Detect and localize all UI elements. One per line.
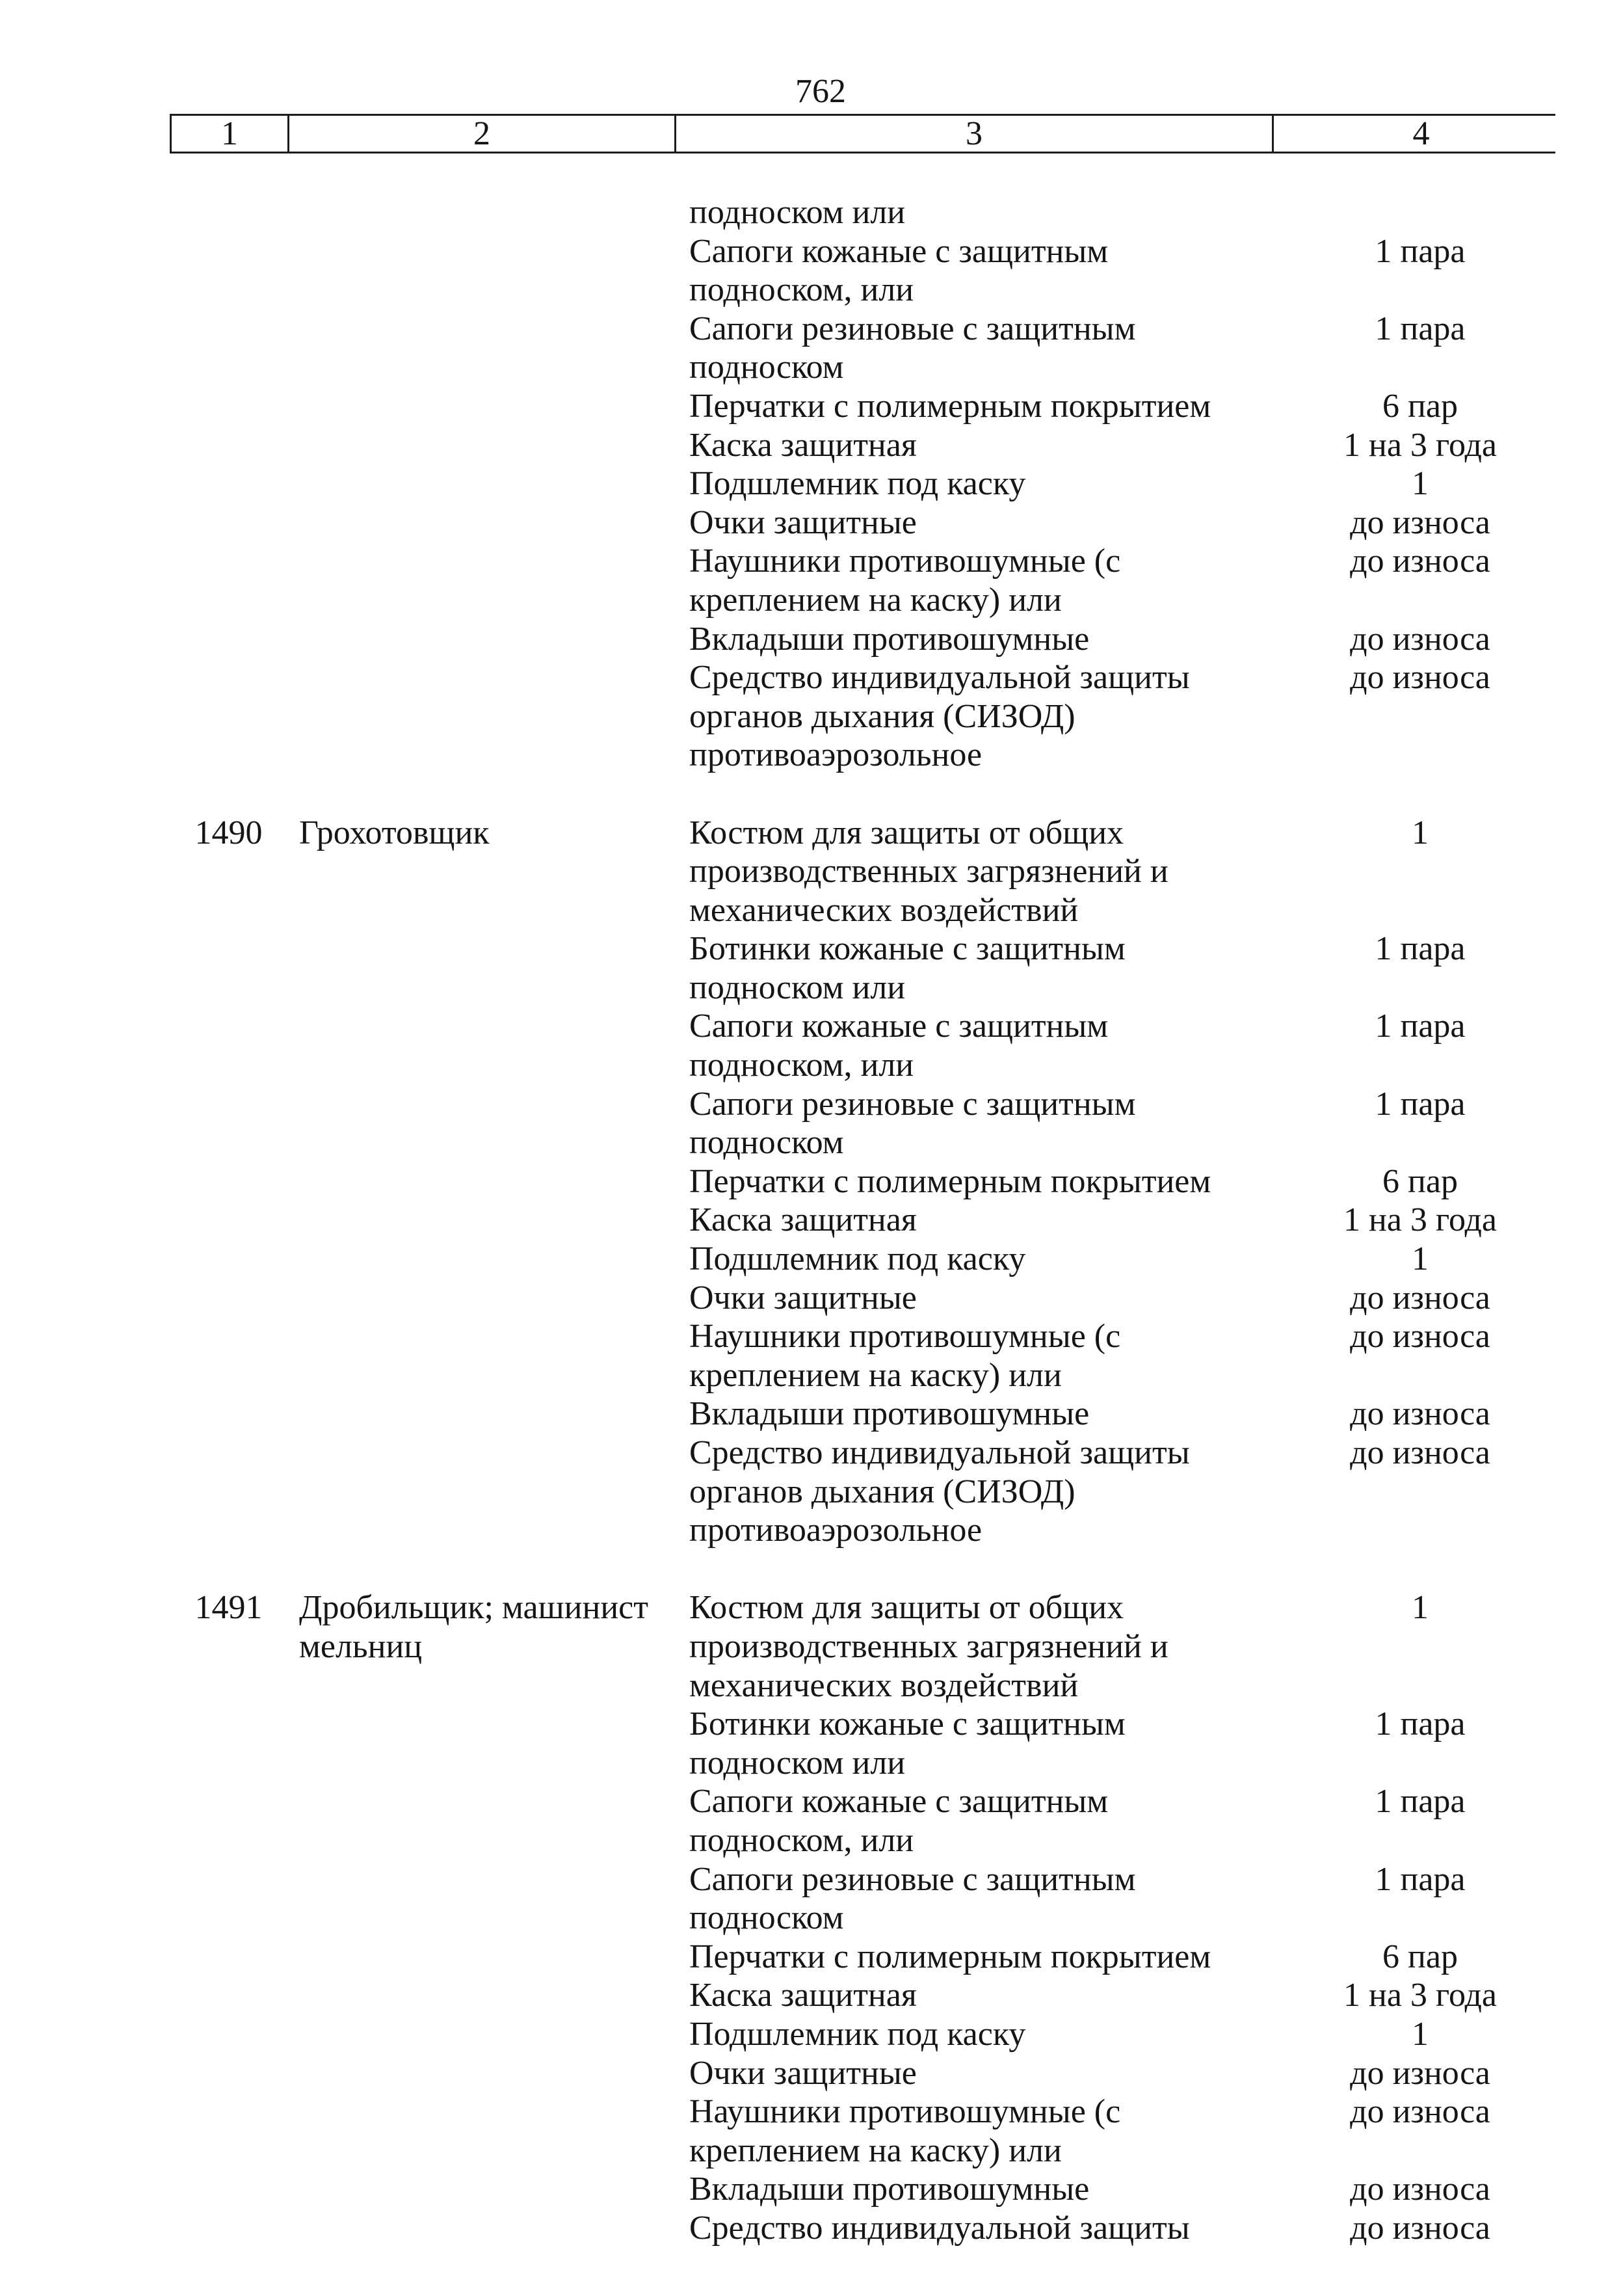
ppe-issue-norm-cell <box>1272 1085 1568 1162</box>
ppe-item <box>674 1279 1568 1318</box>
ppe-issue-norm-cell <box>1272 387 1568 426</box>
ppe-item-name-line: подноском или <box>689 194 906 231</box>
ppe-item-name-line: Средство индивидуальной защиты <box>689 659 1190 697</box>
ppe-item-name <box>674 1317 1272 1395</box>
ppe-issue-norm: до износа <box>1350 620 1490 658</box>
row-number: 1490 <box>194 814 263 851</box>
ppe-item-name-line: Очки защитные <box>689 1279 917 1316</box>
ppe-item-name-line: Подшлемник под каску <box>689 1240 1026 1278</box>
ppe-item <box>674 620 1568 659</box>
ppe-issue-norm: 6 пар <box>1382 1938 1458 1975</box>
ppe-item <box>674 1240 1568 1279</box>
ppe-item-name <box>674 1588 1272 1705</box>
table-row <box>170 193 1568 775</box>
ppe-item-name-line: креплением на каску) или <box>689 2131 1062 2169</box>
ppe-issue-norm-cell <box>1272 929 1568 1007</box>
ppe-issue-norm: 1 пара <box>1375 1783 1466 1821</box>
ppe-item-name <box>674 1860 1272 1938</box>
ppe-item-name <box>674 1007 1272 1084</box>
ppe-item-name <box>674 1240 1272 1279</box>
table-header-col-2: 2 <box>289 116 676 152</box>
ppe-issue-norm: 1 <box>1412 2015 1429 2053</box>
ppe-issue-norm-cell <box>1272 2170 1568 2209</box>
ppe-item-name <box>674 2054 1272 2093</box>
ppe-item <box>674 232 1568 310</box>
ppe-issue-norm: 1 пара <box>1375 1085 1466 1123</box>
table-header-col-1: 1 <box>172 116 289 152</box>
table-row <box>170 1588 1568 2247</box>
ppe-item-name <box>674 1782 1272 1860</box>
ppe-item-name-line: органов дыхания (СИЗОД) <box>689 1473 1075 1510</box>
row-number: 1491 <box>194 1589 263 1627</box>
ppe-item-name <box>674 503 1272 542</box>
ppe-issue-norm-cell <box>1272 542 1568 619</box>
ppe-issue-norm-cell <box>1272 1279 1568 1318</box>
ppe-item <box>674 464 1568 503</box>
ppe-item-name-line: Сапоги кожаные с защитным <box>689 1008 1109 1045</box>
ppe-list <box>674 193 1568 775</box>
ppe-item-name-line: механических воздействий <box>689 891 1079 929</box>
ppe-item-name-line: подноском <box>689 1124 844 1162</box>
ppe-item <box>674 2015 1568 2054</box>
ppe-item-name-line: Наушники противошумные (с <box>689 542 1121 580</box>
profession-name-line: Грохотовщик <box>299 814 490 851</box>
ppe-item <box>674 1860 1568 1938</box>
table-header-col-4: 4 <box>1412 115 1430 152</box>
profession-cell <box>287 193 674 775</box>
ppe-issue-norm-cell <box>1272 1007 1568 1084</box>
ppe-issue-norm: 1 <box>1412 465 1429 503</box>
ppe-item-name <box>674 426 1272 465</box>
ppe-item-name <box>674 2015 1272 2054</box>
ppe-item-name <box>674 620 1272 659</box>
ppe-item-name-line: Средство индивидуальной защиты <box>689 2209 1190 2247</box>
ppe-item-name <box>674 542 1272 619</box>
ppe-issue-norm: до износа <box>1350 1434 1490 1471</box>
ppe-item-name <box>674 1705 1272 1782</box>
ppe-issue-norm-cell <box>1272 2015 1568 2054</box>
ppe-item-name <box>674 1201 1272 1240</box>
ppe-issue-norm-cell <box>1272 2054 1568 2093</box>
ppe-list <box>674 814 1568 1550</box>
ppe-item-name-line: подноском или <box>689 1744 906 1782</box>
ppe-issue-norm-cell <box>1272 1976 1568 2015</box>
ppe-item-name-line: противоаэрозольное <box>689 736 983 774</box>
ppe-issue-norm-cell <box>1272 1317 1568 1395</box>
ppe-item-name <box>674 464 1272 503</box>
ppe-issue-norm-cell <box>1272 1938 1568 1977</box>
ppe-item-name <box>674 1395 1272 1434</box>
ppe-issue-norm-cell <box>1272 1240 1568 1279</box>
ppe-issue-norm: до износа <box>1350 542 1490 580</box>
ppe-issue-norm: 6 пар <box>1382 1162 1458 1200</box>
ppe-item-name-line: Сапоги резиновые с защитным <box>689 1085 1136 1123</box>
ppe-issue-norm-cell <box>1272 2092 1568 2170</box>
ppe-item-name <box>674 1938 1272 1977</box>
ppe-item-name <box>674 232 1272 310</box>
ppe-issue-norm-cell <box>1272 503 1568 542</box>
ppe-issue-norm-cell <box>1272 232 1568 310</box>
ppe-item <box>674 1976 1568 2015</box>
ppe-item-name-line: производственных загрязнений и <box>689 853 1168 890</box>
ppe-item <box>674 2092 1568 2170</box>
ppe-item-name-line: Вкладыши противошумные <box>689 620 1090 658</box>
ppe-issue-norm-cell <box>1272 1162 1568 1201</box>
ppe-item <box>674 814 1568 930</box>
ppe-item-name <box>674 1434 1272 1550</box>
ppe-issue-norm-cell <box>1272 310 1568 387</box>
ppe-item <box>674 1085 1568 1162</box>
ppe-item <box>674 1162 1568 1201</box>
ppe-item-name-line: Очки защитные <box>689 503 917 541</box>
ppe-item <box>674 2170 1568 2209</box>
ppe-issue-norm-cell <box>1272 620 1568 659</box>
ppe-issue-norm: 1 на 3 года <box>1343 1977 1497 2014</box>
ppe-item <box>674 1938 1568 1977</box>
ppe-issue-norm: 1 пара <box>1375 1705 1466 1743</box>
ppe-issue-norm: 1 пара <box>1375 310 1466 347</box>
ppe-item-name-line: креплением на каску) или <box>689 1356 1062 1394</box>
ppe-issue-norm: 6 пар <box>1382 387 1458 425</box>
ppe-item-name <box>674 1279 1272 1318</box>
ppe-item-name <box>674 1976 1272 2015</box>
ppe-item-name-line: органов дыхания (СИЗОД) <box>689 697 1075 735</box>
ppe-item-name-line: Ботинки кожаные с защитным <box>689 930 1126 968</box>
ppe-issue-norm-cell <box>1272 426 1568 465</box>
ppe-issue-norm: до износа <box>1350 2093 1490 2131</box>
ppe-item-name-line: Очки защитные <box>689 2054 917 2092</box>
ppe-item-name-line: Каска защитная <box>689 1977 917 2014</box>
ppe-item-name-line: подноском <box>689 1899 844 1937</box>
ppe-item-name-line: Каска защитная <box>689 1201 917 1239</box>
ppe-item-name <box>674 193 1272 232</box>
ppe-item-name <box>674 2092 1272 2170</box>
ppe-issue-norm: 1 пара <box>1375 930 1466 968</box>
ppe-issue-norm-cell <box>1272 464 1568 503</box>
ppe-issue-norm: до износа <box>1350 2170 1490 2208</box>
ppe-issue-norm: 1 пара <box>1375 232 1466 270</box>
ppe-issue-norm: до износа <box>1350 1395 1490 1433</box>
ppe-issue-norm: 1 <box>1412 1589 1429 1627</box>
ppe-item-name <box>674 658 1272 775</box>
ppe-issue-norm-cell <box>1272 814 1568 930</box>
ppe-item <box>674 1007 1568 1084</box>
ppe-item <box>674 193 1568 232</box>
ppe-item-name-line: Вкладыши противошумные <box>689 1395 1090 1433</box>
ppe-issue-norm: 1 пара <box>1375 1860 1466 1898</box>
ppe-item <box>674 426 1568 465</box>
table-body <box>170 193 1568 2247</box>
profession-cell <box>287 814 674 1550</box>
ppe-item-name <box>674 387 1272 426</box>
ppe-item-name-line: подноском, или <box>689 271 914 309</box>
ppe-item-name-line: Вкладыши противошумные <box>689 2170 1090 2208</box>
page-number: 762 <box>795 73 846 110</box>
ppe-item-name-line: Перчатки с полимерным покрытием <box>689 387 1211 425</box>
ppe-item <box>674 929 1568 1007</box>
ppe-item <box>674 1434 1568 1550</box>
ppe-issue-norm-cell <box>1272 1434 1568 1550</box>
ppe-item <box>674 2054 1568 2093</box>
ppe-issue-norm: 1 <box>1412 1240 1429 1278</box>
ppe-issue-norm: 1 пара <box>1375 1008 1466 1045</box>
ppe-item-name-line: Подшлемник под каску <box>689 465 1026 503</box>
ppe-item-name-line: подноском <box>689 349 844 386</box>
ppe-item-name-line: противоаэрозольное <box>689 1512 983 1549</box>
ppe-issue-norm: до износа <box>1350 2209 1490 2247</box>
profession-name-line: мельниц <box>299 1627 423 1665</box>
ppe-item <box>674 542 1568 619</box>
ppe-item-name <box>674 2170 1272 2209</box>
ppe-item-name-line: механических воздействий <box>689 1666 1079 1704</box>
ppe-item-name-line: Каска защитная <box>689 426 917 464</box>
ppe-item <box>674 1201 1568 1240</box>
ppe-item-name <box>674 814 1272 930</box>
ppe-issue-norm: до износа <box>1350 2054 1490 2092</box>
ppe-issue-norm: 1 на 3 года <box>1343 426 1497 464</box>
ppe-item-name-line: Костюм для защиты от общих <box>689 814 1124 851</box>
ppe-issue-norm-cell <box>1272 1705 1568 1782</box>
ppe-issue-norm-cell <box>1272 1395 1568 1434</box>
ppe-item-name-line: подноском, или <box>689 1821 914 1859</box>
ppe-issue-norm: до износа <box>1350 503 1490 541</box>
ppe-issue-norm: до износа <box>1350 1279 1490 1316</box>
ppe-issue-norm-cell <box>1272 1782 1568 1860</box>
ppe-item <box>674 2209 1568 2248</box>
ppe-issue-norm-cell <box>1272 193 1568 232</box>
ppe-item <box>674 387 1568 426</box>
ppe-item-name-line: Перчатки с полимерным покрытием <box>689 1938 1211 1975</box>
ppe-item-name-line: Сапоги кожаные с защитным <box>689 1783 1109 1821</box>
ppe-item-name-line: Подшлемник под каску <box>689 2015 1026 2053</box>
ppe-item-name-line: Костюм для защиты от общих <box>689 1589 1124 1627</box>
ppe-list <box>674 1588 1568 2247</box>
ppe-item-name-line: Сапоги резиновые с защитным <box>689 310 1136 347</box>
ppe-item-name-line: Наушники противошумные (с <box>689 1318 1121 1355</box>
row-number-cell <box>170 1588 287 2247</box>
ppe-issue-norm: до износа <box>1350 659 1490 697</box>
ppe-item-name-line: креплением на каску) или <box>689 581 1062 619</box>
ppe-item <box>674 1317 1568 1395</box>
ppe-item-name-line: Перчатки с полимерным покрытием <box>689 1162 1211 1200</box>
ppe-item-name-line: Средство индивидуальной защиты <box>689 1434 1190 1471</box>
table-row <box>170 814 1568 1550</box>
ppe-item <box>674 1782 1568 1860</box>
ppe-item-name-line: производственных загрязнений и <box>689 1627 1168 1665</box>
ppe-item-name <box>674 1085 1272 1162</box>
ppe-issue-norm: 1 на 3 года <box>1343 1201 1497 1239</box>
ppe-item-name <box>674 929 1272 1007</box>
ppe-issue-norm-cell <box>1272 1860 1568 1938</box>
ppe-issue-norm-cell <box>1272 1588 1568 1705</box>
profession-cell <box>287 1588 674 2247</box>
ppe-item <box>674 658 1568 775</box>
ppe-item <box>674 1705 1568 1782</box>
ppe-issue-norm: 1 <box>1412 814 1429 851</box>
ppe-issue-norm-cell <box>1272 658 1568 775</box>
ppe-item-name-line: Сапоги резиновые с защитным <box>689 1860 1136 1898</box>
ppe-item-name-line: Наушники противошумные (с <box>689 2093 1121 2131</box>
table-header-row <box>170 114 1555 154</box>
ppe-issue-norm-cell <box>1272 2209 1568 2248</box>
row-number-cell <box>170 814 287 1550</box>
ppe-item-name <box>674 310 1272 387</box>
ppe-item <box>674 1588 1568 1705</box>
ppe-item <box>674 503 1568 542</box>
ppe-issue-norm: до износа <box>1350 1318 1490 1355</box>
ppe-item-name <box>674 2209 1272 2248</box>
ppe-item <box>674 1395 1568 1434</box>
ppe-issue-norm-cell <box>1272 1201 1568 1240</box>
profession-name-line: Дробильщик; машинист <box>299 1589 648 1627</box>
table-header-col-3: 3 <box>676 116 1274 152</box>
ppe-item-name-line: подноском или <box>689 968 906 1006</box>
ppe-item-name-line: Ботинки кожаные с защитным <box>689 1705 1126 1743</box>
ppe-item <box>674 310 1568 387</box>
ppe-item-name <box>674 1162 1272 1201</box>
ppe-item-name-line: Сапоги кожаные с защитным <box>689 232 1109 270</box>
row-number-cell <box>170 193 287 775</box>
ppe-item-name-line: подноском, или <box>689 1047 914 1084</box>
